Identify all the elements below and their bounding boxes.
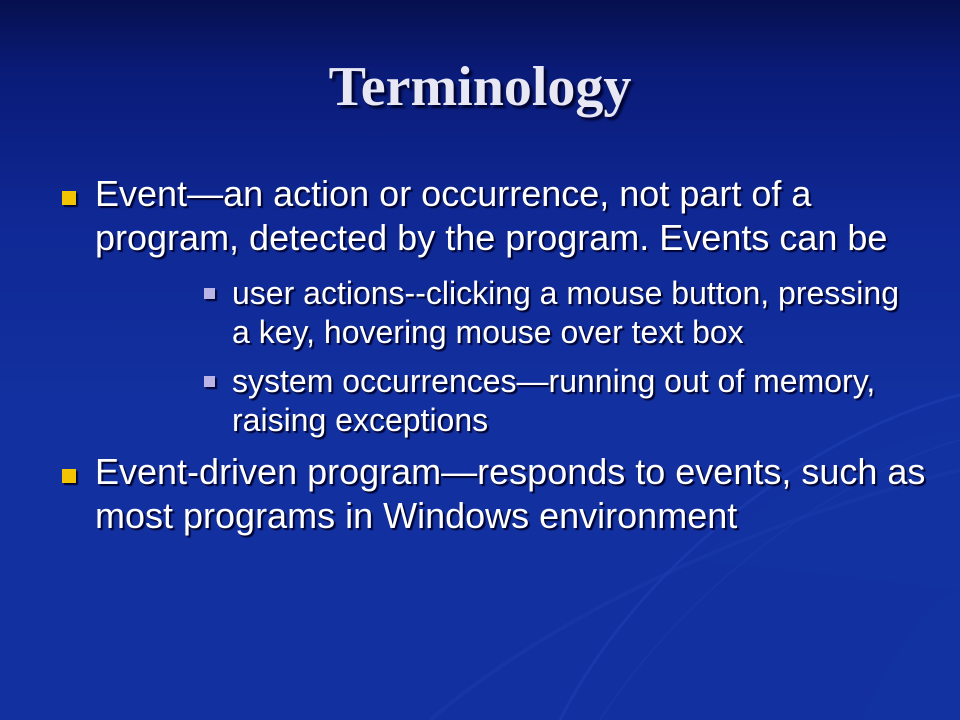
definition-event-driven-program: —responds to events, such as most programs in Windows environment [95, 451, 926, 536]
definition-event: —an action or occurrence, not part of a program, detected by the program. Events can be [95, 173, 888, 258]
sub-bullet-text: user actions--clicking a mouse button, pressing a key, hovering mouse over text box [232, 275, 899, 350]
square-bullet-icon [62, 469, 76, 483]
sub-bullet-item-user-actions [95, 274, 930, 352]
square-bullet-icon [204, 288, 215, 299]
bullet-item-event [0, 172, 960, 440]
slide-title: Terminology [328, 56, 632, 118]
bullet-list [0, 172, 960, 538]
bullet-item-event-driven-program [0, 450, 960, 538]
square-bullet-icon [204, 376, 215, 387]
sub-bullet-item-system-occurrences [95, 362, 930, 440]
sub-bullet-list [95, 274, 930, 440]
term-event-driven-program: Event-driven program [95, 451, 442, 492]
sub-bullet-text: system occurrences—running out of memory, raising exceptions [232, 363, 876, 438]
square-bullet-icon [62, 191, 76, 205]
term-event: Event [95, 173, 188, 214]
